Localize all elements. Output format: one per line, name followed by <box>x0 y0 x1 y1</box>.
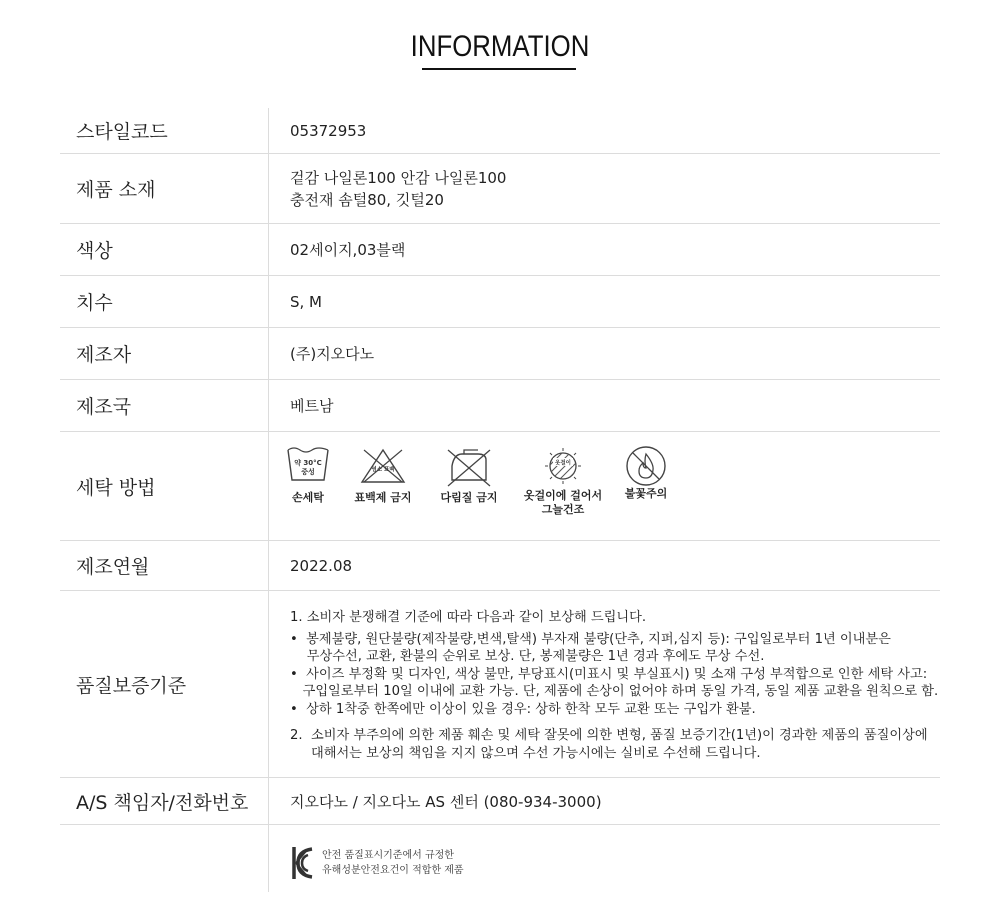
row-material <box>60 154 940 224</box>
row-country <box>60 380 940 432</box>
quality-b1a: • 봉제불량, 원단불량(제작불량,변색,탈색) 부자재 불량(단추, 지퍼,심지 등): 구입일로부터 1년 이내분은 <box>290 631 891 647</box>
row-value: 05372953 <box>290 121 367 140</box>
row-style-code <box>60 108 940 154</box>
no-bleach-text: 염소 표백 <box>371 467 395 473</box>
hand-wash-icon <box>286 446 330 484</box>
row-label: 제품 소재 <box>76 179 156 201</box>
row-color <box>60 224 940 276</box>
washing-symbols <box>286 446 706 526</box>
kc-certification <box>290 845 464 881</box>
row-value: 지오다노 / 지오다노 AS 센터 (080-934-3000) <box>290 792 602 811</box>
wash-item-no-iron <box>438 446 500 505</box>
row-washing <box>60 432 940 541</box>
row-value: 02세이지,03블랙 <box>290 241 406 259</box>
row-maker <box>60 328 940 380</box>
row-value: 베트남 <box>290 397 334 415</box>
wash-item-fire-caution <box>616 446 676 501</box>
row-label: 제조국 <box>76 396 132 418</box>
quality-p1: 1. 소비자 분쟁해결 기준에 따라 다음과 같이 보상해 드립니다. <box>290 610 647 625</box>
row-label: 제조연월 <box>76 556 150 578</box>
no-iron-icon <box>444 446 494 490</box>
wash-label: 표백제 금지 <box>354 491 412 504</box>
quality-b1b: 무상수선, 교환, 환불의 순위로 보상. 단, 봉제불량은 1년 경과 후에도 무상 수선. <box>290 649 765 664</box>
row-label: 세탁 방법 <box>76 476 156 499</box>
quality-p2b: 대해서는 보상의 책임을 지지 않으며 수선 가능시에는 실비로 수선해 드립니다. <box>290 745 761 761</box>
row-label: A/S 책임자/전화번호 <box>76 791 249 814</box>
quality-b2a: • 사이즈 부정확 및 디자인, 색상 불만, 부당표시(미표시 및 부실표시) 및 소재 구성 부적합으로 인한 세탁 사고: <box>290 666 928 682</box>
row-quality <box>60 591 940 778</box>
hang-dry-text: 옷걸이 <box>555 460 571 467</box>
row-size <box>60 276 940 328</box>
wash-label-line2: 그늘건조 <box>541 503 585 516</box>
kc-mark-icon <box>290 845 316 881</box>
row-date <box>60 541 940 591</box>
kc-line-1: 안전 품질표시기준에서 규정한 <box>322 850 454 861</box>
row-label: 품질보증기준 <box>76 674 187 697</box>
row-value: S, M <box>290 292 322 311</box>
material-line-1: 겉감 나일론100 안감 나일론100 <box>290 168 507 187</box>
quality-text <box>290 609 938 762</box>
hand-wash-temp: 약 30°C <box>294 459 322 467</box>
quality-b3: • 상하 1착중 한쪽에만 이상이 있을 경우: 상하 한착 모두 교환 또는 구입가 환불. <box>290 701 756 717</box>
wash-label: 손세탁 <box>292 491 324 504</box>
material-line-2: 충전재 솜털80, 깃털20 <box>290 190 444 209</box>
wash-item-no-bleach <box>352 446 414 505</box>
page-header <box>0 0 1000 110</box>
hand-wash-detergent: 중성 <box>301 468 315 476</box>
row-value: 2022.08 <box>290 556 353 575</box>
fire-caution-icon <box>624 446 668 486</box>
row-value: (주)지오다노 <box>290 345 375 363</box>
hang-dry-shade-icon <box>543 446 583 486</box>
title-underline <box>422 68 576 70</box>
row-label: 색상 <box>76 240 113 262</box>
page-title: INFORMATION <box>410 30 590 63</box>
row-label: 제조자 <box>76 344 132 366</box>
row-kc <box>60 825 940 897</box>
wash-label-line1: 옷걸이에 걸어서 <box>523 489 603 502</box>
row-as <box>60 778 940 825</box>
no-bleach-icon <box>358 446 408 484</box>
wash-item-hand-wash <box>286 446 330 505</box>
row-label: 스타일코드 <box>76 121 168 143</box>
row-label: 치수 <box>76 292 113 314</box>
wash-label: 불꽃주의 <box>624 487 668 500</box>
quality-b2b: 구입일로부터 10일 이내에 교환 가능. 단, 제품에 손상이 없어야 하며 동일 가격, 동일 제품 교환을 원칙으로 함. <box>290 684 939 699</box>
wash-label: 다림질 금지 <box>440 491 498 504</box>
wash-item-hang-dry <box>518 446 608 517</box>
row-value <box>290 154 506 223</box>
quality-p2a: 2. 소비자 부주의에 의한 제품 훼손 및 세탁 잘못에 의한 변형, 품질 보증기간(1년)이 경과한 제품의 품질이상에 <box>290 728 928 743</box>
info-table <box>60 108 940 897</box>
kc-line-2: 유해성분안전요건이 적합한 제품 <box>322 865 464 876</box>
